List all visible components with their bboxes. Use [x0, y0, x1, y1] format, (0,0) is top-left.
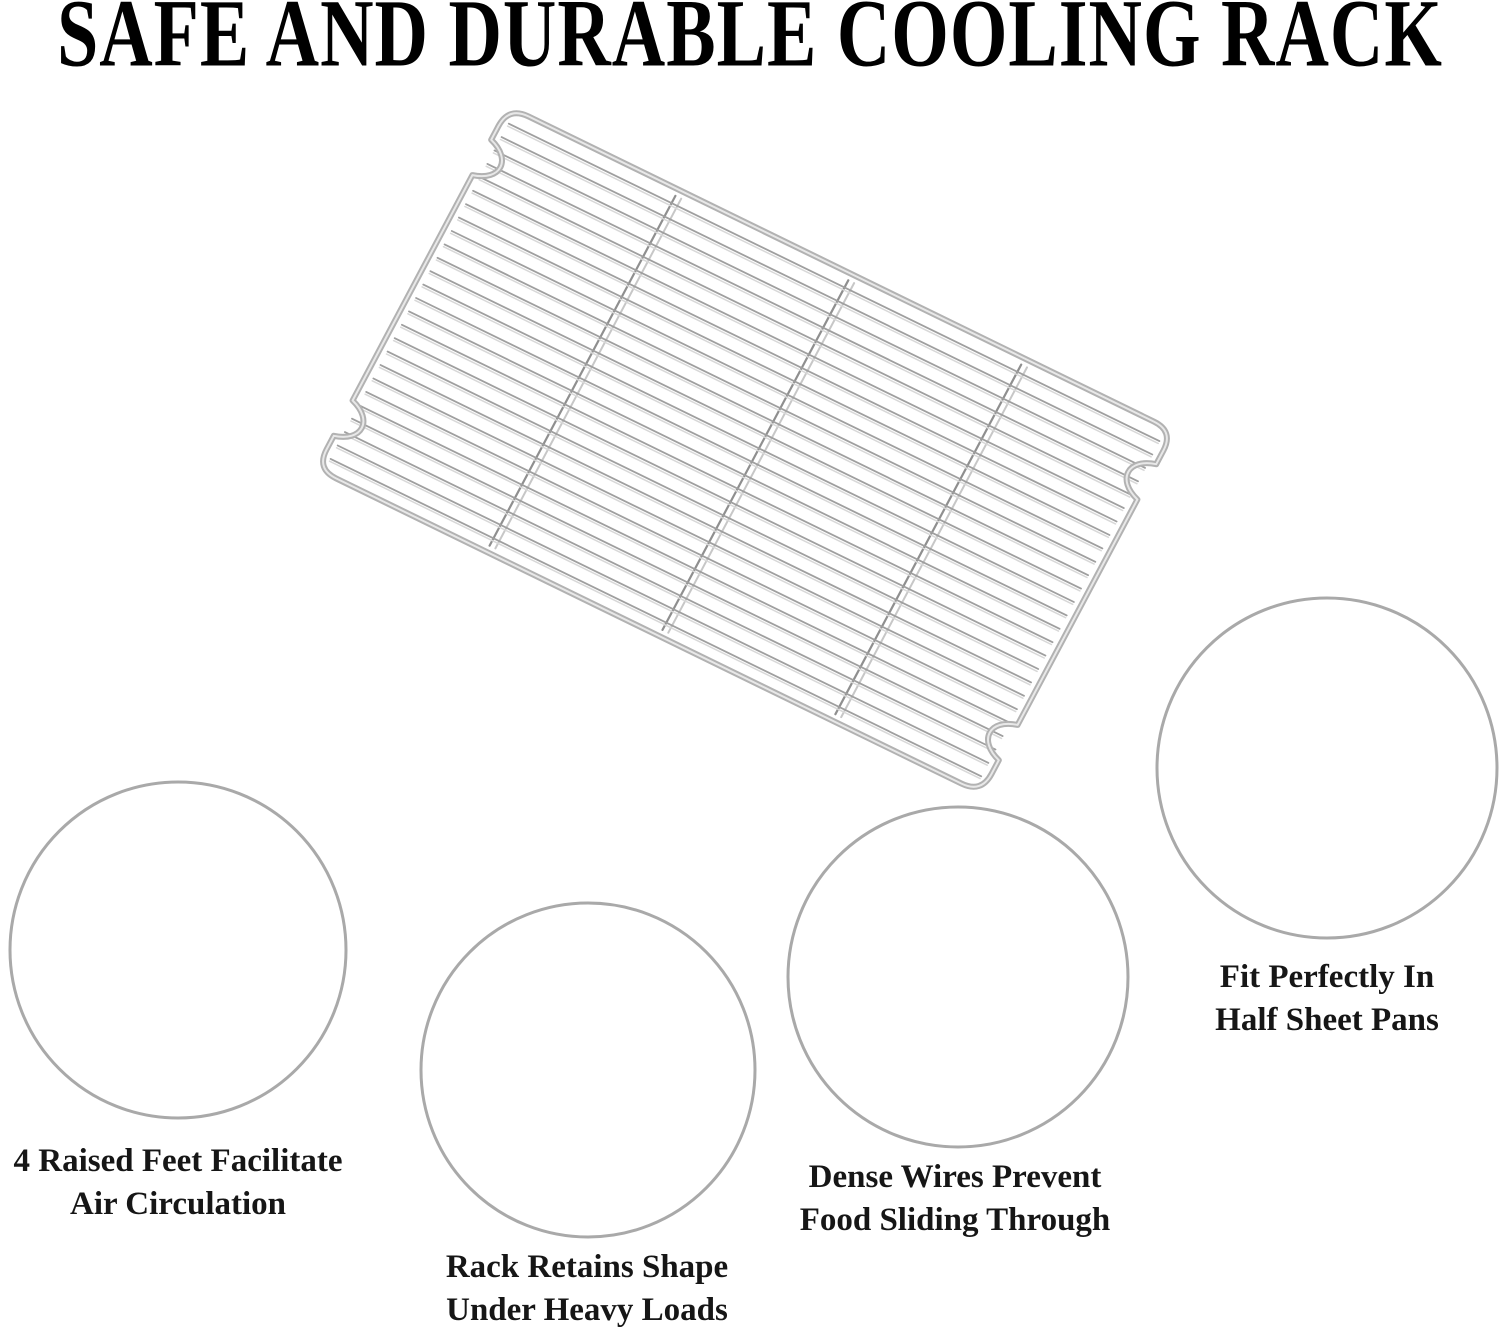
callout-rack-in-pan	[1157, 598, 1497, 938]
feature-label-line: Rack Retains Shape	[445, 1249, 729, 1285]
feature-label-line: Half Sheet Pans	[1215, 1002, 1439, 1038]
feature-label-raised-feet	[0, 1140, 378, 1226]
feature-label-line: Fit Perfectly In	[1219, 959, 1435, 995]
feature-label-line: Air Circulation	[69, 1186, 287, 1222]
feature-label-dense-wires	[755, 1156, 1155, 1242]
feature-label-line: Food Sliding Through	[799, 1202, 1111, 1238]
feature-label-retains-shape	[387, 1246, 787, 1332]
feature-label-line: Under Heavy Loads	[446, 1292, 728, 1328]
main-rack-image	[323, 113, 1167, 787]
feature-label-line: Dense Wires Prevent	[808, 1159, 1102, 1195]
feature-label-fits-pans	[1147, 956, 1500, 1042]
page-title: SAFE AND DURABLE COOLING RACK	[57, 0, 1443, 88]
feature-label-line: 4 Raised Feet Facilitate	[13, 1143, 343, 1179]
